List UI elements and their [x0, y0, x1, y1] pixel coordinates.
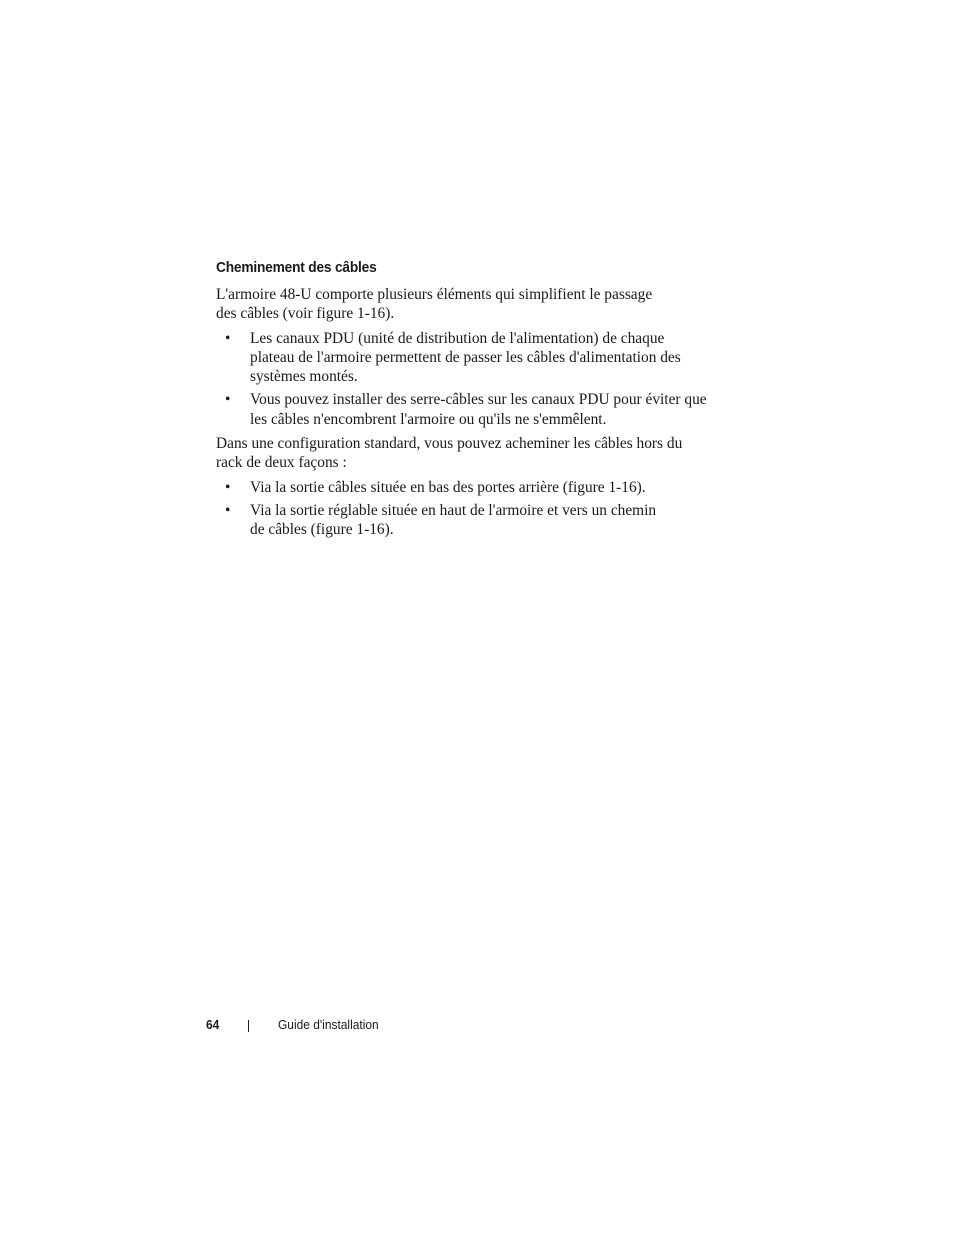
intro-text: L'armoire 48-U comporte plusieurs éléments qui simplifient le passage des câbles (voir figure 1-16). — [216, 286, 653, 323]
section-heading: Cheminement des câbles — [216, 260, 377, 276]
routing-text: Dans une configuration standard, vous pouvez acheminer les câbles hors du rack de deux façons : — [216, 435, 683, 472]
footer-title: Guide d'installation — [278, 1017, 379, 1032]
page-number: 64 — [206, 1017, 220, 1032]
list-item — [216, 501, 671, 540]
bullet-icon: • — [225, 478, 231, 496]
list-item-text: Les canaux PDU (unité de distribution de l'alimentation) de chaque plateau de l'armoire permettent de passer les câbles d'alimentation des systèmes montés. — [250, 329, 681, 386]
cable-features-list — [216, 329, 711, 429]
intro-paragraph — [216, 285, 676, 324]
footer-divider — [248, 1020, 249, 1032]
bullet-icon: • — [225, 501, 231, 519]
list-item-text: Via la sortie câbles située en bas des portes arrière (figure 1-16). — [250, 478, 646, 496]
page-footer — [0, 1015, 954, 1035]
list-item-text: Vous pouvez installer des serre-câbles sur les canaux PDU pour éviter que les câbles n'encombrent l'armoire ou qu'ils ne s'emmêlent. — [250, 391, 707, 428]
section-content — [216, 258, 716, 545]
list-item — [216, 390, 711, 429]
bullet-icon: • — [225, 329, 231, 347]
list-item — [216, 478, 671, 497]
bullet-icon: • — [225, 391, 231, 409]
routing-paragraph — [216, 434, 688, 473]
list-item — [216, 329, 711, 387]
list-item-text: Via la sortie réglable située en haut de l'armoire et vers un chemin de câbles (figure 1-16). — [250, 501, 657, 539]
routing-options-list — [216, 478, 671, 540]
